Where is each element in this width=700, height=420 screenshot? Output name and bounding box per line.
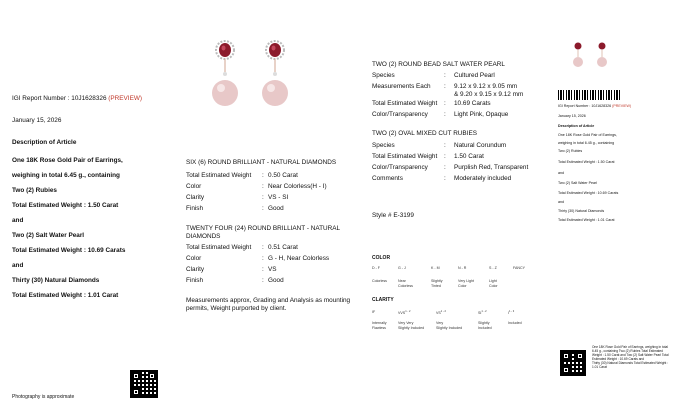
clarity-grade: VVS$^{1 - 2}$ [398,310,411,316]
clarity-desc: Very Very [398,321,414,325]
color-desc: Light [489,279,497,283]
earring-right [262,41,288,106]
description-line: Total Estimated Weight : 1.50 Carat [12,202,119,209]
mini-date: January 15, 2026 [558,114,586,118]
description-line: and [12,217,24,224]
photo-note: Photography is approximate [12,394,75,400]
clarity-grade: VS$^{1 - 2}$ [436,310,446,316]
mini-report-number: IGI Report Number : 10J1628326 (PREVIEW) [558,104,632,108]
mini-line: and [558,171,564,175]
mini-barcode [558,90,620,100]
mini-line: One 18K Rose Gold Pair of Earrings, [558,133,617,137]
color-scale-title: COLOR [372,255,391,261]
clarity-desc: Slightly [478,321,490,325]
mini-qr-code[interactable] [560,350,586,376]
color-grade: N - R [458,266,467,270]
mini-earrings-photo [568,40,612,74]
mini-line: Two (2) Salt Water Pearl [558,181,598,185]
mini-desc-title: Description of Article [558,124,595,128]
clarity-desc: Included [508,321,522,325]
diamond-group-1-title: SIX (6) ROUND BRILLIANT - NATURAL DIAMONDS [186,159,337,166]
clarity-grade: $I^{1 - 3}$ [508,310,515,316]
clarity-desc: Flawless [372,326,386,330]
clarity-desc: Internally [372,321,387,325]
color-desc: Slightly [431,279,443,283]
clarity-desc: Very [436,321,444,325]
color-desc: Near [398,279,406,283]
color-desc: Very Light [458,279,474,283]
clarity-desc: Included [478,326,492,330]
color-grade: D - F [372,266,380,270]
description-line: One 18K Rose Gold Pair of Earrings, [12,157,123,164]
clarity-grade: IF [372,310,376,314]
ruby-title: TWO (2) OVAL MIXED CUT RUBIES [372,130,477,137]
description-line: and [12,262,24,269]
color-desc: Color [458,284,467,288]
measurement-note: Measurements approx, Grading and Analysis as mounting [186,297,351,304]
qr-code[interactable] [130,370,158,398]
pearl-title: TWO (2) ROUND BEAD SALT WATER PEARL [372,61,505,68]
report-number-label: IGI Report Number : 10J1628326 [12,95,107,102]
description-line: Two (2) Rubies [12,187,57,194]
preview-tag: (PREVIEW) [108,95,143,102]
color-grade: S - Z [489,266,497,270]
report-number [12,95,142,103]
mini-line: Total Estimated Weight : 10.69 Carats [558,191,619,195]
description-line: weighing in total 6.45 g., containing [12,172,120,179]
mini-line: and [558,200,564,204]
color-desc: Color [489,284,498,288]
diamond-group-2-title-cont: DIAMONDS [186,233,221,240]
description-line: Total Estimated Weight : 10.69 Carats [12,247,126,254]
style-number: Style # E-3199 [372,212,414,219]
color-desc: Colorless [372,279,387,283]
color-desc: Tinted [431,284,441,288]
earrings-photo [205,30,305,130]
clarity-grade: SI$^{1 - 2}$ [478,310,487,316]
clarity-scale-title: CLARITY [372,297,394,303]
color-grade: FANCY [513,266,525,270]
description-title: Description of Article [12,139,77,146]
color-grade: K - M [431,266,440,270]
mini-line: Two (2) Rubies [558,149,583,153]
clarity-desc: Slightly Included [398,326,425,330]
mini-line: weighing in total 6.45 g., containing [558,141,615,145]
measurement-note-cont: permits, Weight purported by client. [186,305,287,312]
color-desc: Colorless [398,284,413,288]
mini-line: Total Estimated Weight : 1.01 Carat [558,218,615,222]
clarity-desc: Slightly Included [436,326,463,330]
mini-footer-text: One 18K Rose Gold Pair of Earrings, weighing in total 6.45 g., containing Two (2) Rubies Total Estimated Weight : 1.50 Carat and Two (2) Salt Water Pearl Total Estimated Weight : 10.69 Carats and Thirty (30) Natural Diamonds Total Estimated Weight : 1.01 Carat [592,345,669,369]
mini-line: Total Estimated Weight : 1.50 Carat [558,160,615,164]
description-line: Two (2) Salt Water Pearl [12,232,85,239]
description-line: Thirty (30) Natural Diamonds [12,277,100,284]
earring-left [212,41,238,106]
color-grade: G - J [398,266,406,270]
diamond-group-2-title: TWENTY FOUR (24) ROUND BRILLIANT - NATURAL [186,225,341,232]
report-date: January 15, 2026 [12,117,62,124]
description-line: Total Estimated Weight : 1.01 Carat [12,292,119,299]
mini-line: Thirty (30) Natural Diamonds [558,209,605,213]
